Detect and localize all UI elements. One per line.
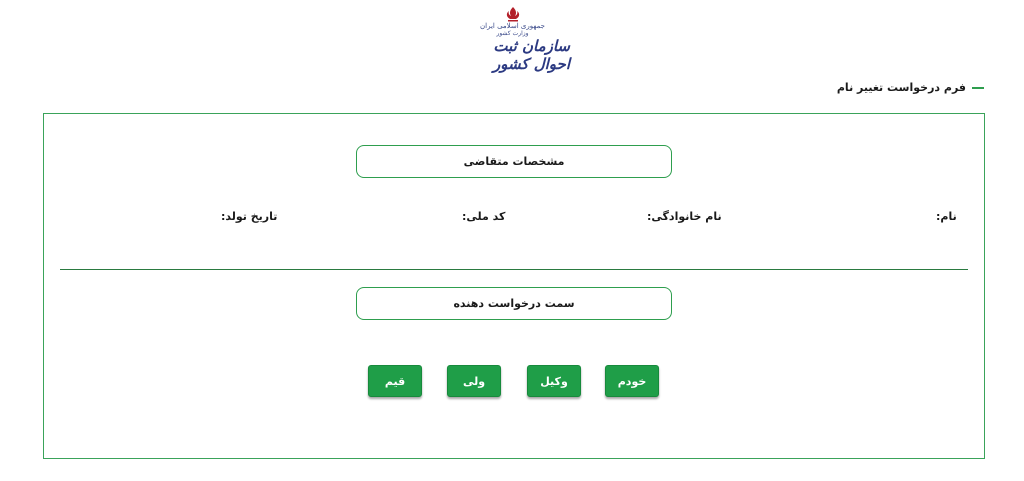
birth-date-label: تاریخ تولد:: [221, 210, 278, 223]
form-title-text: فرم درخواست تغییر نام: [836, 81, 966, 94]
national-code-label: کد ملی:: [462, 210, 506, 223]
form-panel: [43, 113, 985, 459]
applicant-section-header-text: مشخصات متقاضی: [463, 155, 565, 168]
logo-line-1: جمهوری اسلامی ایران: [480, 22, 545, 30]
section-divider: [60, 269, 968, 270]
custodian-button[interactable]: قیم: [368, 365, 422, 397]
title-dash: [972, 87, 984, 89]
organization-logo: [455, 6, 570, 73]
last-name-label: نام خانوادگی:: [647, 210, 722, 223]
logo-main-text: سازمان ثبت احوال کشور: [493, 37, 570, 73]
requester-section-header-text: سمت درخواست دهنده: [453, 297, 575, 310]
first-name-label: نام:: [936, 210, 957, 223]
guardian-button[interactable]: ولی: [447, 365, 501, 397]
self-button[interactable]: خودم: [605, 365, 659, 397]
logo-line-2: وزارت کشور: [496, 30, 529, 37]
form-title: [837, 81, 984, 94]
attorney-button[interactable]: وکیل: [527, 365, 581, 397]
requester-section-header: [356, 287, 672, 320]
iran-emblem-icon: [503, 6, 523, 22]
applicant-section-header: [356, 145, 672, 178]
